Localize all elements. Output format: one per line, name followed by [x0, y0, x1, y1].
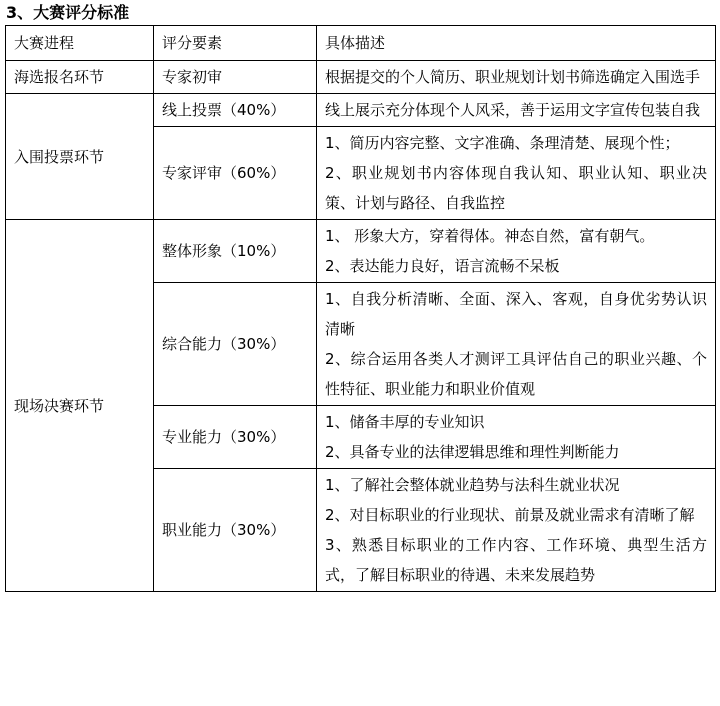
header-element: 评分要素	[154, 26, 317, 61]
header-description: 具体描述	[317, 26, 716, 61]
description-line: 根据提交的个人简历、职业规划计划书筛选确定入围选手	[325, 68, 701, 86]
table-row	[6, 94, 716, 127]
description-line: 3、熟悉目标职业的工作内容、工作环境、典型生活方式，了解目标职业的待遇、未来发展趋势	[325, 536, 707, 584]
description-cell	[317, 220, 716, 283]
description-line: 2、表达能力良好，语言流畅不呆板	[325, 257, 560, 275]
description-line: 2、职业规划书内容体现自我认知、职业认知、职业决策、计划与路径、自我监控	[325, 164, 707, 212]
description-cell	[317, 61, 716, 94]
section-heading: 3、大赛评分标准	[6, 3, 130, 22]
scoring-criteria-table	[5, 25, 716, 592]
description-cell	[317, 94, 716, 127]
element-cell: 线上投票（40%）	[154, 94, 317, 127]
description-cell	[317, 283, 716, 406]
description-line: 1、 形象大方，穿着得体。神态自然，富有朝气。	[325, 227, 655, 245]
stage-cell: 入围投票环节	[6, 94, 154, 220]
element-cell: 专业能力（30%）	[154, 406, 317, 469]
description-cell	[317, 406, 716, 469]
table-header-row	[6, 26, 716, 61]
element-cell: 专家评审（60%）	[154, 127, 317, 220]
stage-cell: 海选报名环节	[6, 61, 154, 94]
element-cell: 专家初审	[154, 61, 317, 94]
description-line: 1、了解社会整体就业趋势与法科生就业状况	[325, 476, 620, 494]
description-line: 1、简历内容完整、文字准确、条理清楚、展现个性；	[325, 134, 680, 152]
description-line: 线上展示充分体现个人风采，善于运用文字宣传包装自我	[325, 101, 701, 119]
element-cell: 综合能力（30%）	[154, 283, 317, 406]
stage-cell: 现场决赛环节	[6, 220, 154, 592]
description-line: 2、具备专业的法律逻辑思维和理性判断能力	[325, 443, 620, 461]
description-cell	[317, 469, 716, 592]
table-row	[6, 61, 716, 94]
description-line: 2、综合运用各类人才测评工具评估自己的职业兴趣、个性特征、职业能力和职业价值观	[325, 350, 707, 398]
element-cell: 职业能力（30%）	[154, 469, 317, 592]
description-line: 2、对目标职业的行业现状、前景及就业需求有清晰了解	[325, 506, 695, 524]
description-cell	[317, 127, 716, 220]
element-cell: 整体形象（10%）	[154, 220, 317, 283]
description-line: 1、储备丰厚的专业知识	[325, 413, 485, 431]
header-stage: 大赛进程	[6, 26, 154, 61]
description-line: 1、自我分析清晰、全面、深入、客观，自身优劣势认识清晰	[325, 290, 707, 338]
table-row	[6, 220, 716, 283]
